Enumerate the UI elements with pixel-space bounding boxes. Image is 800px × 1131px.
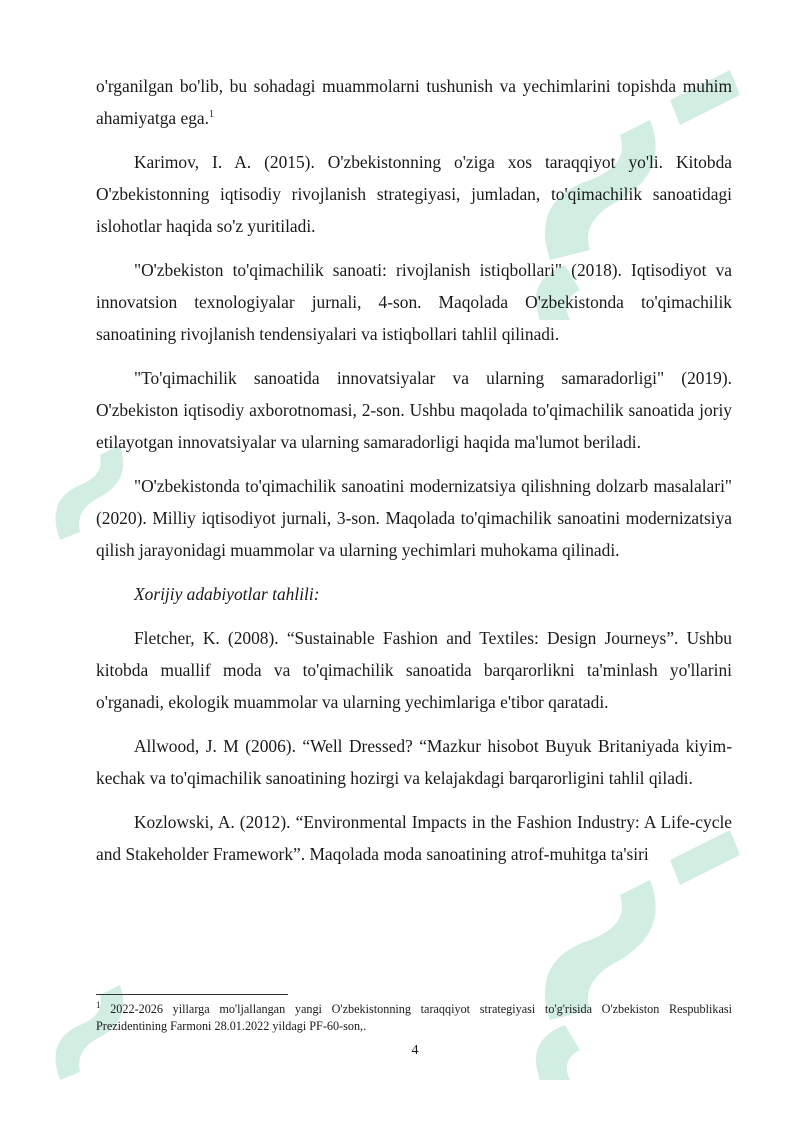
paragraph: "O'zbekiston to'qimachilik sanoati: rivojlanish istiqbollari" (2018). Iqtisodiyot va innovatsion texnologiyalar jurnali, 4-son. Maqolada O'zbekistonda to'qimachilik sanoatining rivojlanish tendensiyalari va istiqbollari tahlil qilinadi. (96, 260, 732, 344)
footnote-text: 2022-2026 yillarga mo'ljallangan yangi O'zbekistonning taraqqiyot strategiyasi to'g'risida O'zbekiston Respublikasi Prezidentining Farmoni 28.01.2022 yildagi PF-60-son,. (96, 1002, 733, 1033)
paragraph-text: o'rganilgan bo'lib, bu sohadagi muammolarni tushunish va yechimlarini topishda muhim ahamiyatga ega. (96, 76, 732, 128)
footnote-marker: 1 (96, 999, 101, 1010)
main-text (96, 70, 732, 882)
soff-logo-fragment-icon (40, 970, 130, 1100)
paragraph: Fletcher, K. (2008). “Sustainable Fashion and Textiles: Design Journeys”. Ushbu kitobda muallif moda va to'qimachilik sanoatida barqarorlikni ta'minlash yo'llarini o'rganadi, ekologik muammolar va ularning yechimlariga e'tibor qaratadi. (96, 628, 732, 712)
footnote-reference[interactable]: 1 (208, 109, 214, 121)
page-number: 4 (411, 1043, 419, 1058)
section-heading: Xorijiy adabiyotlar tahlili: (134, 584, 320, 604)
paragraph: Karimov, I. A. (2015). O'zbekistonning o'ziga xos taraqqiyot yo'li. Kitobda O'zbekistonning iqtisodiy rivojlanish strategiyasi, jumladan, to'qimachilik sanoatidagi islohotlar haqida so'z yuritiladi. (96, 152, 732, 236)
paragraph: Allwood, J. M (2006). “Well Dressed? “Mazkur hisobot Buyuk Britaniyada kiyim-kechak va to'qimachilik sanoatining hozirgi va kelajakdagi barqarorligini tahlil qiladi. (96, 736, 732, 788)
watermark-left-bottom (40, 970, 130, 1105)
paragraph: "O'zbekistonda to'qimachilik sanoatini modernizatsiya qilishning dolzarb masalalari" (2020). Milliy iqtisodiyot jurnali, 3-son. Maqolada to'qimachilik sanoatini modernizatsiya qilish jarayonidagi muammolar va ularning yechimlari muhokama qilinadi. (96, 476, 732, 560)
paragraph: Kozlowski, A. (2012). “Environmental Impacts in the Fashion Industry: A Life-cycle and Stakeholder Framework”. Maqolada moda sanoatining atrof-muhitga ta'siri (96, 812, 732, 864)
paragraph (96, 70, 732, 134)
paragraph: "To'qimachilik sanoatida innovatsiyalar va ularning samaradorligi" (2019). O'zbekiston iqtisodiy axborotnomasi, 2-son. Ushbu maqolada to'qimachilik sanoatida joriy etilayotgan innovatsiyalar va ularning samaradorligi haqida ma'lumot beriladi. (96, 368, 732, 452)
footnote-separator (96, 994, 288, 995)
footnote (96, 1001, 732, 1035)
